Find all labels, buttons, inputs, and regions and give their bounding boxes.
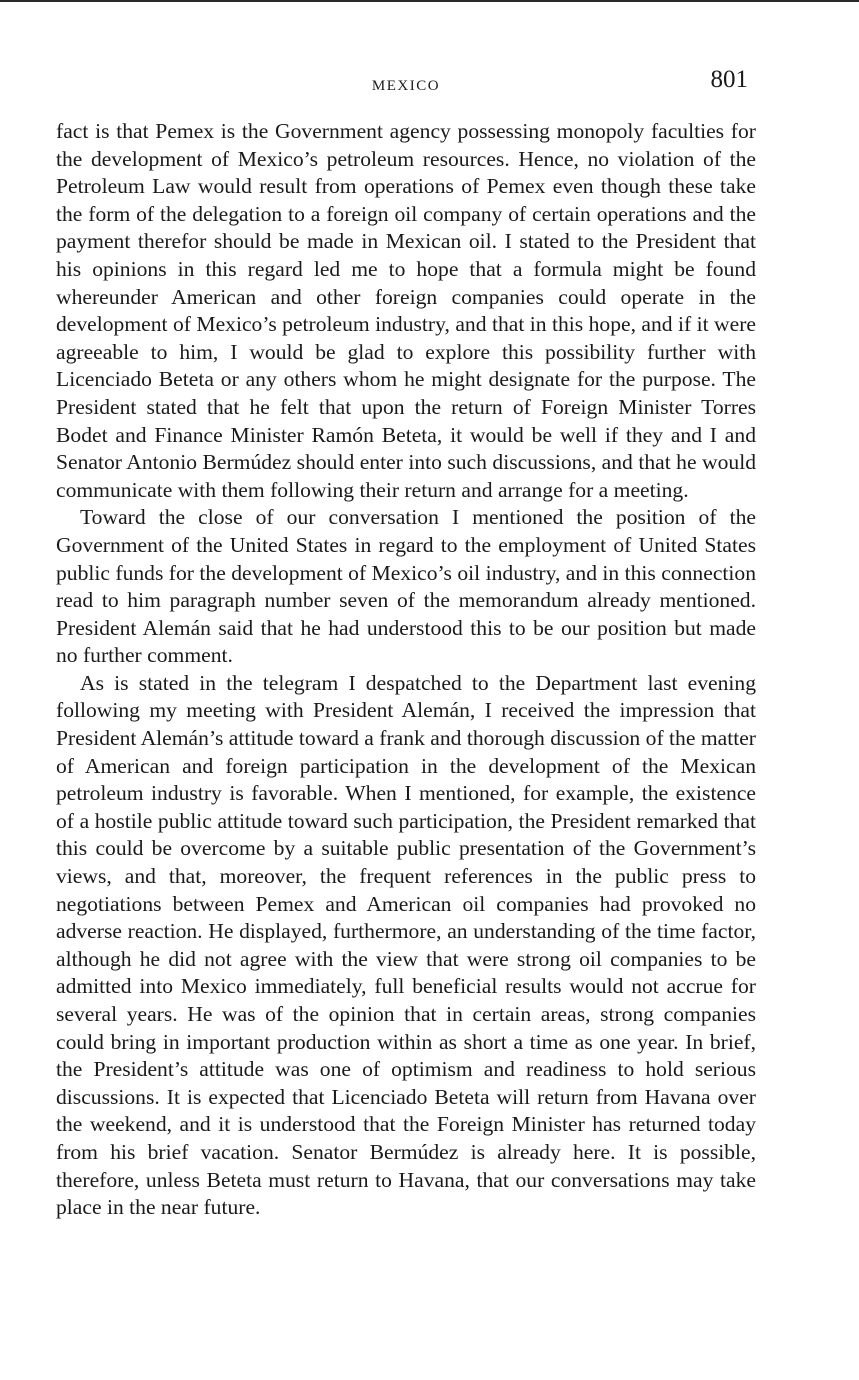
top-rule — [0, 0, 859, 2]
page-number: 801 — [710, 66, 748, 93]
body-text — [56, 118, 756, 1222]
paragraph-continued: fact is that Pemex is the Government agency possessing monopoly faculties for the development of Mexico’s petroleum resources. Hence, no violation of the Petroleum Law would result from operations of Pemex even though these take the form of the delegation to a foreign oil company of certain operations and the payment therefor should be made in Mexican oil. I stated to the President that his opinions in this regard led me to hope that a formula might be found whereunder American and other foreign companies could operate in the development of Mexico’s petroleum industry, and that in this hope, and if it were agreeable to him, I would be glad to explore this possibility further with Licenciado Beteta or any others whom he might designate for the purpose. The President stated that he felt that upon the return of Foreign Minister Torres Bodet and Finance Minister Ramón Beteta, it would be well if they and I and Senator Antonio Bermúdez should enter into such discussions, and that he would communicate with them following their return and arrange for a meeting. — [56, 119, 756, 502]
running-head — [56, 66, 756, 100]
document-page — [56, 66, 756, 1222]
paragraph-close-of-conversation: Toward the close of our conversation I mentioned the position of the Government of the United States in regard to the employment of United States public funds for the development of Mexico’s oil industry, and in this connection read to him paragraph number seven of the memorandum already mentioned. President Alemán said that he had understood this to be our position but made no further comment. — [56, 505, 756, 668]
paragraph-telegram: As is stated in the telegram I despatched to the Department last evening following my meeting with President Alemán, I received the impression that President Alemán’s attitude toward a frank and thorough discussion of the matter of American and foreign participation in the development of the Mexican petroleum industry is favorable. When I mentioned, for example, the existence of a hostile public attitude toward such participation, the President remarked that this could be overcome by a suitable public presentation of the Government’s views, and that, moreover, the frequent references in the public press to negotiations between Pemex and American oil companies had provoked no adverse reaction. He displayed, furthermore, an understanding of the time factor, although he did not agree with the view that were strong oil companies to be admitted into Mexico immediately, full beneficial results would not accrue for several years. He was of the opinion that in certain areas, strong companies could bring in important production within as short a time as one year. In brief, the President’s attitude was one of optimism and readiness to hold serious discussions. It is expected that Licenciado Beteta will return from Havana over the weekend, and it is understood that the Foreign Minister has returned today from his brief vacation. Senator Bermúdez is already here. It is possible, therefore, unless Beteta must return to Havana, that our conversations may take place in the near future. — [56, 670, 756, 1220]
running-title: MEXICO — [371, 78, 441, 94]
